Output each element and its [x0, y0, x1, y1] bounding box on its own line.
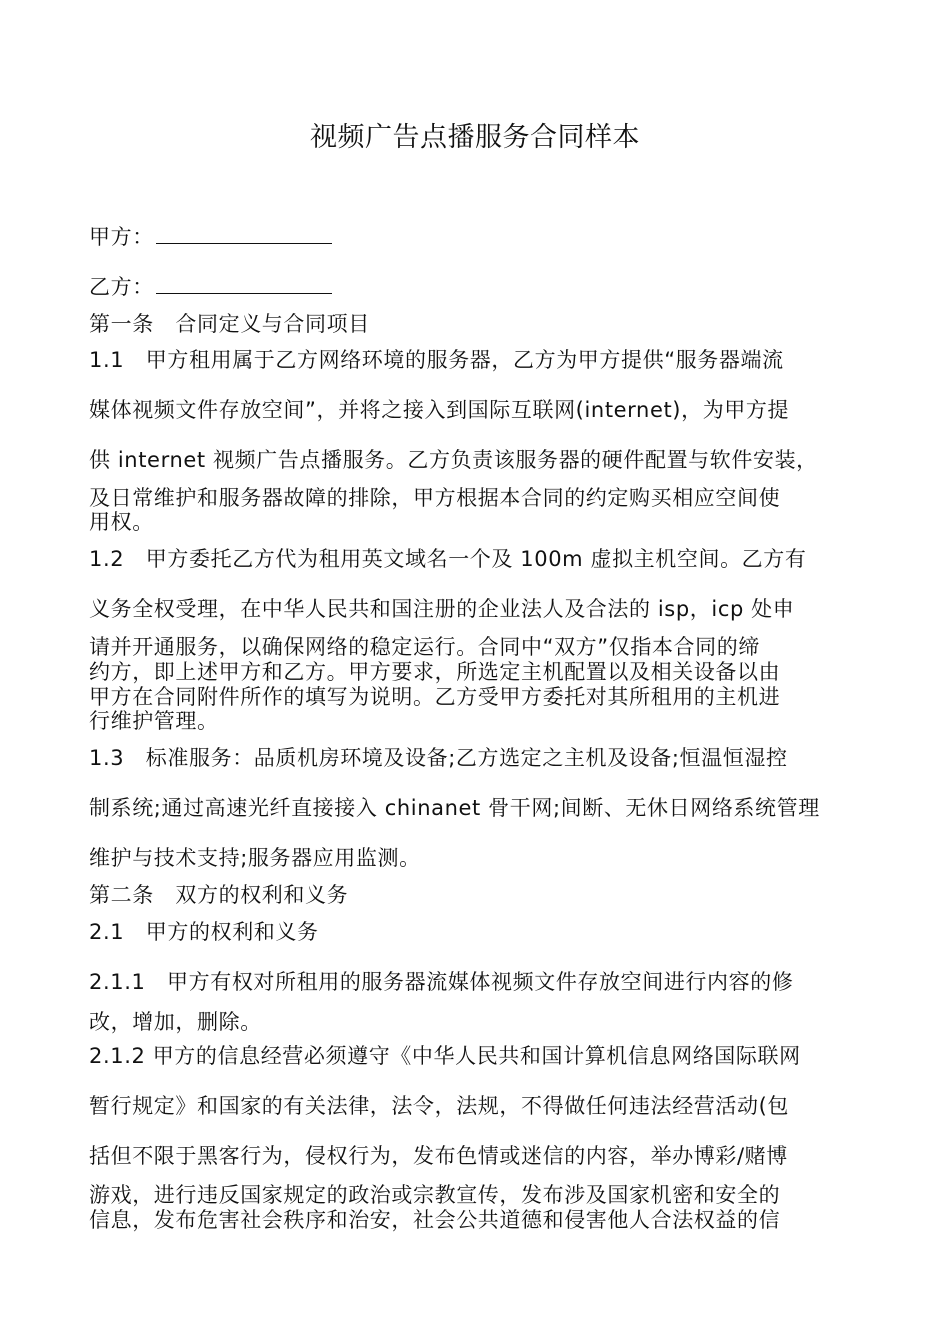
paragraph-line: 2.1.1 甲方有权对所租用的服务器流媒体视频文件存放空间进行内容的修	[89, 970, 794, 994]
paragraph-line: 及日常维护和服务器故障的排除，甲方根据本合同的约定购买相应空间使	[89, 486, 781, 510]
paragraph-line: 行维护管理。	[89, 709, 219, 733]
paragraph-line: 媒体视频文件存放空间”，并将之接入到国际互联网(internet)，为甲方提	[89, 398, 790, 422]
party-a-label: 甲方：	[89, 225, 154, 249]
party-a-blank	[156, 223, 332, 244]
paragraph-line: 甲方在合同附件所作的填写为说明。乙方受甲方委托对其所租用的主机进	[89, 685, 781, 709]
paragraph-line: 义务全权受理，在中华人民共和国注册的企业法人及合法的 isp，icp 处申	[89, 597, 795, 621]
article-2-heading: 第二条 双方的权利和义务	[89, 883, 349, 907]
paragraph-line: 2.1.2 甲方的信息经营必须遵守《中华人民共和国计算机信息网络国际联网	[89, 1044, 801, 1068]
party-a-line	[89, 223, 879, 251]
paragraph-line: 供 internet 视频广告点播服务。乙方负责该服务器的硬件配置与软件安装，	[89, 448, 818, 472]
paragraph-line: 约方，即上述甲方和乙方。甲方要求，所选定主机配置以及相关设备以由	[89, 660, 781, 684]
paragraph-line: 制系统;通过高速光纤直接接入 chinanet 骨干网;间断、无休日网络系统管理	[89, 796, 820, 820]
paragraph-line: 1.3 标准服务：品质机房环境及设备;乙方选定之主机及设备;恒温恒湿控	[89, 746, 788, 770]
party-b-blank	[156, 273, 332, 294]
paragraph-line: 1.1 甲方租用属于乙方网络环境的服务器，乙方为甲方提供“服务器端流	[89, 348, 784, 372]
party-b-label: 乙方：	[89, 275, 154, 299]
paragraph-line: 请并开通服务，以确保网络的稳定运行。合同中“双方”仅指本合同的缔	[89, 635, 760, 659]
paragraph-line: 1.2 甲方委托乙方代为租用英文域名一个及 100m 虚拟主机空间。乙方有	[89, 547, 807, 571]
document-title: 视频广告点播服务合同样本	[310, 122, 640, 153]
paragraph-line: 暂行规定》和国家的有关法律，法令，法规，不得做任何违法经营活动(包	[89, 1094, 789, 1118]
article-1-heading: 第一条 合同定义与合同项目	[89, 312, 370, 336]
section-heading: 2.1 甲方的权利和义务	[89, 920, 319, 944]
party-b-line	[89, 273, 879, 301]
paragraph-line: 括但不限于黑客行为，侵权行为，发布色情或迷信的内容，举办博彩/赌博	[89, 1144, 788, 1168]
paragraph-line: 信息，发布危害社会秩序和治安，社会公共道德和侵害他人合法权益的信	[89, 1208, 781, 1232]
paragraph-line: 用权。	[89, 510, 154, 534]
paragraph-line: 游戏，进行违反国家规定的政治或宗教宣传，发布涉及国家机密和安全的	[89, 1183, 781, 1207]
paragraph-line: 改，增加，删除。	[89, 1010, 262, 1034]
paragraph-line: 维护与技术支持;服务器应用监测。	[89, 846, 421, 870]
